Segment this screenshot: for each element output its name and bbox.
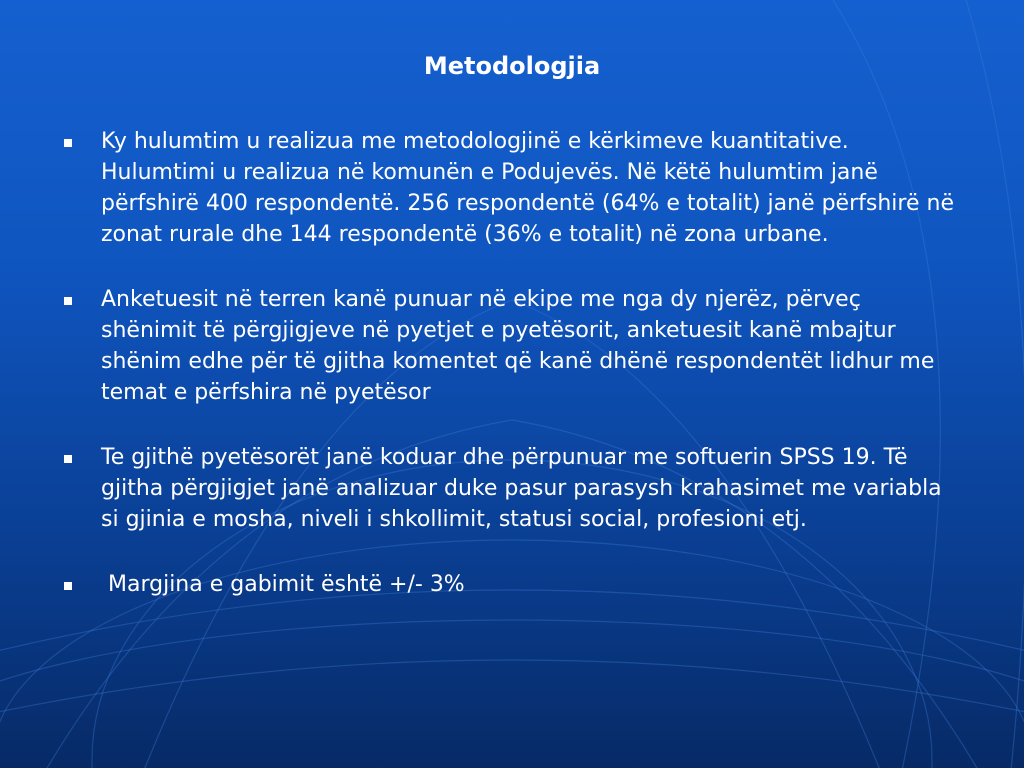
bullet-text: Ky hulumtim u realizua me metodologjinë e kërkimeve kuantitative. Hulumtimi u realizua në komunën e Podujevës. Në këtë hulumtim janë përfshirë 400 respondentë. 256 respondentë (64% e totalit) janë përfshirë në zonat rurale dhe 144 respondentë (36% e totalit) në zona urbane. [101,129,961,247]
bullet-text: Anketuesit në terren kanë punuar në ekipe me nga dy njerëz, përveç shënimit të përgjigjeve në pyetjet e pyetësorit, anketuesit kanë mbajtur shënim edhe për të gjitha komentet që kanë dhënë respondentët lidhur me temat e përfshira në pyetësor [101,287,942,405]
bullet-item [60,442,960,535]
bullet-text: Margjina e gabimit është +/- 3% [101,572,465,597]
bullet-list [60,126,960,634]
square-bullet-icon [64,582,72,590]
square-bullet-icon [64,297,72,305]
square-bullet-icon [64,139,72,147]
bullet-item [60,126,960,250]
square-bullet-icon [64,455,72,463]
bullet-item [60,569,960,600]
bullet-text: Te gjithë pyetësorët janë koduar dhe përpunuar me softuerin SPSS 19. Të gjitha përgjigjet janë analizuar duke pasur parasysh krahasimet me variabla si gjinia e mosha, niveli i shkollimit, statusi social, profesioni etj. [101,445,949,532]
slide-title: Metodologjia [423,52,601,80]
bullet-item [60,284,960,408]
